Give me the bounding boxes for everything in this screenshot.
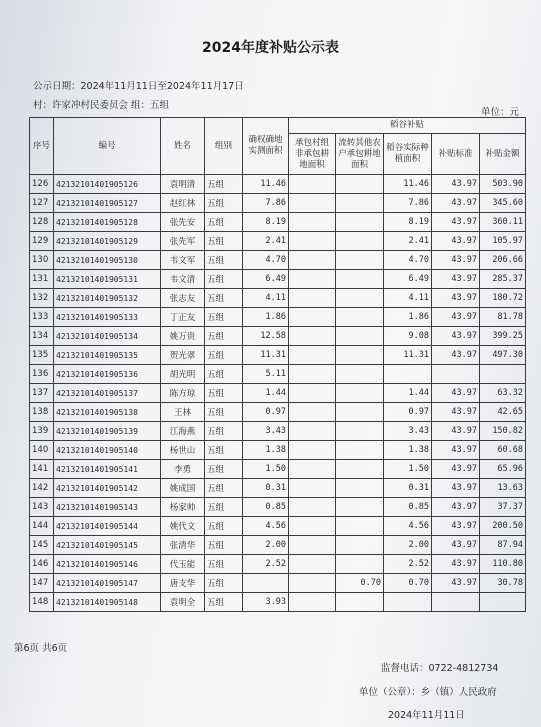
cell-standard: 43.97	[432, 498, 480, 517]
cell-amount: 180.72	[480, 289, 526, 308]
cell-id: 42132101401905148	[54, 593, 161, 612]
cell-standard: 43.97	[432, 289, 480, 308]
cell-contract	[289, 422, 336, 441]
cell-area: 1.38	[243, 441, 289, 460]
cell-area: 0.97	[243, 403, 289, 422]
cell-area	[243, 574, 289, 593]
cell-name: 赵红林	[161, 194, 205, 213]
cell-name: 韦文军	[161, 251, 205, 270]
cell-id: 42132101401905132	[54, 289, 161, 308]
cell-amount: 87.94	[480, 536, 526, 555]
cell-group: 五组	[205, 555, 243, 574]
table-row	[30, 517, 526, 536]
cell-planted: 1.44	[384, 384, 432, 403]
cell-contract	[289, 308, 336, 327]
cell-seq: 141	[30, 460, 54, 479]
cell-amount: 110.80	[480, 555, 526, 574]
cell-contract	[289, 365, 336, 384]
cell-group: 五组	[205, 251, 243, 270]
cell-name: 杨世山	[161, 441, 205, 460]
cell-standard: 43.97	[432, 517, 480, 536]
cell-planted: 9.08	[384, 327, 432, 346]
cell-contract	[289, 232, 336, 251]
cell-contract	[289, 574, 336, 593]
cell-area: 11.31	[243, 346, 289, 365]
cell-group: 五组	[205, 270, 243, 289]
cell-planted: 4.70	[384, 251, 432, 270]
cell-transfer	[336, 460, 384, 479]
cell-amount: 13.63	[480, 479, 526, 498]
cell-amount: 42.65	[480, 403, 526, 422]
cell-area: 4.56	[243, 517, 289, 536]
cell-planted: 4.56	[384, 517, 432, 536]
cell-area: 4.11	[243, 289, 289, 308]
cell-seq: 139	[30, 422, 54, 441]
cell-id: 42132101401905134	[54, 327, 161, 346]
cell-area: 11.46	[243, 175, 289, 194]
cell-transfer	[336, 479, 384, 498]
cell-id: 42132101401905138	[54, 403, 161, 422]
cell-group: 五组	[205, 536, 243, 555]
cell-name: 杨家帅	[161, 498, 205, 517]
cell-contract	[289, 251, 336, 270]
cell-id: 42132101401905128	[54, 213, 161, 232]
cell-amount: 81.78	[480, 308, 526, 327]
cell-contract	[289, 441, 336, 460]
cell-seq: 130	[30, 251, 54, 270]
cell-transfer	[336, 517, 384, 536]
cell-amount: 503.90	[480, 175, 526, 194]
cell-standard: 43.97	[432, 479, 480, 498]
cell-amount	[480, 365, 526, 384]
cell-planted: 0.85	[384, 498, 432, 517]
cell-seq: 128	[30, 213, 54, 232]
table-row	[30, 422, 526, 441]
supervision-phone: 监督电话：0722-4812734	[381, 663, 499, 674]
cell-seq: 137	[30, 384, 54, 403]
cell-transfer	[336, 308, 384, 327]
cell-area: 0.31	[243, 479, 289, 498]
cell-seq: 126	[30, 175, 54, 194]
header-area: 确权确地实测面积	[243, 118, 289, 175]
cell-seq: 129	[30, 232, 54, 251]
cell-seq: 136	[30, 365, 54, 384]
cell-transfer	[336, 498, 384, 517]
cell-amount: 497.30	[480, 346, 526, 365]
cell-amount: 105.97	[480, 232, 526, 251]
cell-area: 7.86	[243, 194, 289, 213]
cell-transfer	[336, 441, 384, 460]
header-rice-subsidy: 稻谷补贴	[289, 118, 526, 134]
cell-planted: 2.00	[384, 536, 432, 555]
cell-planted: 2.52	[384, 555, 432, 574]
cell-area: 6.49	[243, 270, 289, 289]
cell-transfer	[336, 536, 384, 555]
village-group: 村：许家冲村民委员会 组：五组	[33, 100, 170, 111]
cell-seq: 133	[30, 308, 54, 327]
cell-id: 42132101401905139	[54, 422, 161, 441]
table-row	[30, 213, 526, 232]
cell-contract	[289, 536, 336, 555]
table-row	[30, 574, 526, 593]
cell-group: 五组	[205, 479, 243, 498]
cell-amount: 285.37	[480, 270, 526, 289]
cell-id: 42132101401905146	[54, 555, 161, 574]
cell-transfer	[336, 593, 384, 612]
cell-contract	[289, 327, 336, 346]
cell-group: 五组	[205, 422, 243, 441]
cell-name: 胡光明	[161, 365, 205, 384]
cell-contract	[289, 270, 336, 289]
cell-transfer	[336, 194, 384, 213]
cell-group: 五组	[205, 308, 243, 327]
header-transfer: 流转其他农户承包耕地面积	[336, 134, 384, 175]
cell-planted: 1.38	[384, 441, 432, 460]
cell-standard: 43.97	[432, 574, 480, 593]
cell-amount: 37.37	[480, 498, 526, 517]
cell-name: 姚成国	[161, 479, 205, 498]
cell-seq: 132	[30, 289, 54, 308]
cell-id: 42132101401905142	[54, 479, 161, 498]
cell-group: 五组	[205, 289, 243, 308]
cell-id: 42132101401905140	[54, 441, 161, 460]
cell-id: 42132101401905143	[54, 498, 161, 517]
cell-name: 袁明全	[161, 593, 205, 612]
cell-group: 五组	[205, 194, 243, 213]
cell-name: 姚代文	[161, 517, 205, 536]
cell-standard: 43.97	[432, 346, 480, 365]
cell-contract	[289, 346, 336, 365]
cell-area: 3.93	[243, 593, 289, 612]
table-row	[30, 536, 526, 555]
cell-contract	[289, 194, 336, 213]
cell-id: 42132101401905130	[54, 251, 161, 270]
cell-id: 42132101401905141	[54, 460, 161, 479]
table-row	[30, 479, 526, 498]
cell-standard: 43.97	[432, 327, 480, 346]
cell-contract	[289, 555, 336, 574]
page-count: 第6页 共6页	[14, 643, 68, 654]
cell-contract	[289, 517, 336, 536]
cell-amount	[480, 593, 526, 612]
header-planted: 稻谷实际种植面积	[384, 134, 432, 175]
cell-seq: 131	[30, 270, 54, 289]
cell-transfer	[336, 365, 384, 384]
cell-planted: 11.46	[384, 175, 432, 194]
cell-contract	[289, 213, 336, 232]
cell-name: 贺光翠	[161, 346, 205, 365]
cell-name: 张清华	[161, 536, 205, 555]
table-row	[30, 593, 526, 612]
cell-area: 1.50	[243, 460, 289, 479]
cell-standard: 43.97	[432, 422, 480, 441]
table-row	[30, 346, 526, 365]
table-row	[30, 194, 526, 213]
cell-amount: 200.50	[480, 517, 526, 536]
table-row	[30, 251, 526, 270]
cell-group: 五组	[205, 460, 243, 479]
cell-transfer	[336, 175, 384, 194]
subsidy-table	[29, 117, 526, 612]
cell-amount: 360.11	[480, 213, 526, 232]
cell-name: 韦文清	[161, 270, 205, 289]
cell-standard: 43.97	[432, 175, 480, 194]
cell-area: 0.85	[243, 498, 289, 517]
cell-planted: 1.86	[384, 308, 432, 327]
cell-name: 李勇	[161, 460, 205, 479]
cell-id: 42132101401905136	[54, 365, 161, 384]
cell-seq: 146	[30, 555, 54, 574]
table-row	[30, 498, 526, 517]
cell-contract	[289, 479, 336, 498]
cell-id: 42132101401905147	[54, 574, 161, 593]
cell-standard: 43.97	[432, 536, 480, 555]
page-title: 2024年度补贴公示表	[202, 40, 339, 56]
cell-group: 五组	[205, 574, 243, 593]
table-row	[30, 555, 526, 574]
cell-amount: 345.60	[480, 194, 526, 213]
cell-amount: 206.66	[480, 251, 526, 270]
cell-planted: 1.50	[384, 460, 432, 479]
table-row	[30, 289, 526, 308]
cell-contract	[289, 289, 336, 308]
table-row	[30, 403, 526, 422]
cell-standard: 43.97	[432, 270, 480, 289]
cell-planted	[384, 365, 432, 384]
cell-id: 42132101401905137	[54, 384, 161, 403]
cell-id: 42132101401905144	[54, 517, 161, 536]
cell-group: 五组	[205, 517, 243, 536]
cell-name: 江海燕	[161, 422, 205, 441]
cell-standard: 43.97	[432, 403, 480, 422]
cell-name: 姚万贵	[161, 327, 205, 346]
cell-seq: 127	[30, 194, 54, 213]
cell-name: 袁明清	[161, 175, 205, 194]
cell-planted: 3.43	[384, 422, 432, 441]
table-row	[30, 365, 526, 384]
cell-id: 42132101401905126	[54, 175, 161, 194]
header-id: 编号	[54, 118, 161, 175]
cell-group: 五组	[205, 441, 243, 460]
cell-standard: 43.97	[432, 232, 480, 251]
issuing-unit: 单位（公章）：乡（镇）人民政府	[359, 687, 497, 698]
header-seq: 序号	[30, 118, 54, 175]
cell-group: 五组	[205, 593, 243, 612]
cell-seq: 135	[30, 346, 54, 365]
cell-planted: 0.31	[384, 479, 432, 498]
cell-group: 五组	[205, 346, 243, 365]
header-group: 组别	[205, 118, 243, 175]
cell-seq: 143	[30, 498, 54, 517]
publicity-period: 公示日期：2024年11月11日至2024年11月17日	[33, 81, 244, 92]
cell-name: 张先安	[161, 213, 205, 232]
cell-group: 五组	[205, 498, 243, 517]
cell-transfer	[336, 251, 384, 270]
cell-standard: 43.97	[432, 213, 480, 232]
cell-seq: 138	[30, 403, 54, 422]
cell-seq: 142	[30, 479, 54, 498]
cell-seq: 134	[30, 327, 54, 346]
cell-name: 陈方琼	[161, 384, 205, 403]
cell-planted: 4.11	[384, 289, 432, 308]
cell-transfer	[336, 270, 384, 289]
cell-area: 2.00	[243, 536, 289, 555]
cell-standard: 43.97	[432, 251, 480, 270]
issue-date: 2024年11月11日	[388, 710, 465, 721]
cell-area: 8.19	[243, 213, 289, 232]
header-name: 姓名	[161, 118, 205, 175]
cell-amount: 63.32	[480, 384, 526, 403]
header-standard: 补贴标准	[432, 134, 480, 175]
cell-transfer	[336, 289, 384, 308]
cell-name: 王林	[161, 403, 205, 422]
cell-transfer	[336, 403, 384, 422]
cell-seq: 147	[30, 574, 54, 593]
cell-transfer	[336, 422, 384, 441]
cell-standard: 43.97	[432, 441, 480, 460]
cell-area: 3.43	[243, 422, 289, 441]
cell-area: 1.86	[243, 308, 289, 327]
cell-name: 张先军	[161, 232, 205, 251]
cell-area: 2.52	[243, 555, 289, 574]
cell-transfer: 0.70	[336, 574, 384, 593]
cell-transfer	[336, 384, 384, 403]
table-row	[30, 270, 526, 289]
cell-planted: 7.86	[384, 194, 432, 213]
cell-amount: 30.78	[480, 574, 526, 593]
cell-group: 五组	[205, 403, 243, 422]
cell-contract	[289, 384, 336, 403]
cell-area: 12.58	[243, 327, 289, 346]
cell-amount: 65.96	[480, 460, 526, 479]
cell-contract	[289, 175, 336, 194]
cell-name: 代玉能	[161, 555, 205, 574]
cell-seq: 140	[30, 441, 54, 460]
cell-name: 丁正友	[161, 308, 205, 327]
header-contract: 承包村组非承包耕地面积	[289, 134, 336, 175]
currency-unit: 单位：元	[480, 107, 519, 118]
cell-area: 1.44	[243, 384, 289, 403]
cell-name: 唐支华	[161, 574, 205, 593]
table-row	[30, 327, 526, 346]
cell-seq: 148	[30, 593, 54, 612]
cell-group: 五组	[205, 232, 243, 251]
cell-transfer	[336, 213, 384, 232]
cell-id: 42132101401905131	[54, 270, 161, 289]
cell-name: 张志友	[161, 289, 205, 308]
cell-transfer	[336, 555, 384, 574]
table-row	[30, 308, 526, 327]
cell-transfer	[336, 346, 384, 365]
cell-seq: 144	[30, 517, 54, 536]
cell-id: 42132101401905127	[54, 194, 161, 213]
cell-id: 42132101401905135	[54, 346, 161, 365]
cell-transfer	[336, 232, 384, 251]
cell-planted: 11.31	[384, 346, 432, 365]
cell-group: 五组	[205, 327, 243, 346]
cell-contract	[289, 593, 336, 612]
cell-planted: 8.19	[384, 213, 432, 232]
cell-transfer	[336, 327, 384, 346]
cell-area: 2.41	[243, 232, 289, 251]
cell-seq: 145	[30, 536, 54, 555]
cell-standard: 43.97	[432, 555, 480, 574]
cell-area: 5.11	[243, 365, 289, 384]
cell-contract	[289, 460, 336, 479]
cell-standard: 43.97	[432, 460, 480, 479]
cell-planted: 0.97	[384, 403, 432, 422]
table-row	[30, 232, 526, 251]
cell-planted: 6.49	[384, 270, 432, 289]
cell-planted: 2.41	[384, 232, 432, 251]
table-row	[30, 441, 526, 460]
cell-planted: 0.70	[384, 574, 432, 593]
cell-id: 42132101401905129	[54, 232, 161, 251]
cell-planted	[384, 593, 432, 612]
cell-area: 4.70	[243, 251, 289, 270]
cell-group: 五组	[205, 365, 243, 384]
cell-standard: 43.97	[432, 194, 480, 213]
cell-group: 五组	[205, 175, 243, 194]
cell-contract	[289, 403, 336, 422]
cell-contract	[289, 498, 336, 517]
cell-amount: 399.25	[480, 327, 526, 346]
table-row	[30, 175, 526, 194]
cell-amount: 60.68	[480, 441, 526, 460]
top-edge-marks	[380, 0, 541, 14]
cell-group: 五组	[205, 384, 243, 403]
cell-standard: 43.97	[432, 308, 480, 327]
cell-id: 42132101401905133	[54, 308, 161, 327]
cell-amount: 150.82	[480, 422, 526, 441]
cell-standard: 43.97	[432, 384, 480, 403]
cell-standard	[432, 365, 480, 384]
table-row	[30, 384, 526, 403]
cell-standard	[432, 593, 480, 612]
cell-group: 五组	[205, 213, 243, 232]
header-amount: 补贴金额	[480, 134, 526, 175]
cell-id: 42132101401905145	[54, 536, 161, 555]
table-row	[30, 460, 526, 479]
